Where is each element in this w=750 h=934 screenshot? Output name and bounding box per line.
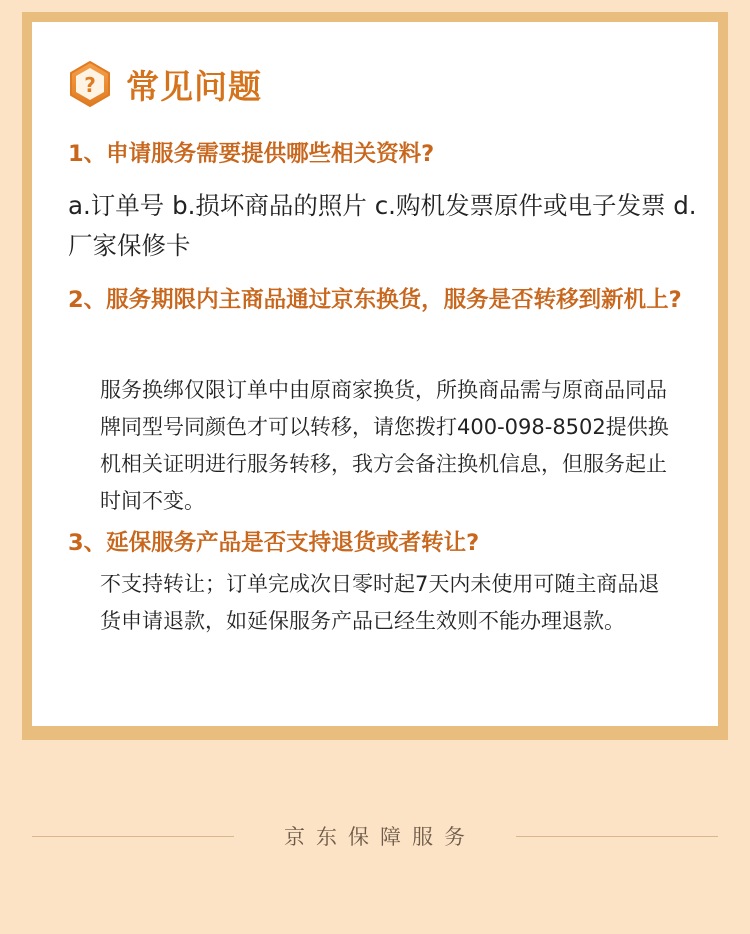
faq-question-1: 1、申请服务需要提供哪些相关资料? bbox=[68, 141, 435, 167]
question-hexagon-icon bbox=[68, 60, 112, 108]
faq-header bbox=[68, 60, 262, 108]
svg-text:?: ? bbox=[84, 73, 96, 97]
footer-divider-right bbox=[516, 836, 718, 837]
faq-question-3: 3、延保服务产品是否支持退货或者转让? bbox=[68, 530, 480, 556]
footer bbox=[32, 818, 718, 854]
faq-answer-2: 服务换绑仅限订单中由原商家换货，所换商品需与原商品同品牌同型号同颜色才可以转移，请您拨打400-098-8502提供换机相关证明进行服务转移，我方会备注换机信息，但服务起止时间不变。 bbox=[100, 378, 669, 513]
page-title: 常见问题 bbox=[126, 66, 262, 106]
footer-brand: 京东保障服务 bbox=[284, 825, 476, 849]
footer-divider-left bbox=[32, 836, 234, 837]
faq-answer-3: 不支持转让；订单完成次日零时起7天内未使用可随主商品退货申请退款，如延保服务产品已经生效则不能办理退款。 bbox=[100, 572, 660, 633]
faq-answer-1: a.订单号 b.损坏商品的照片 c.购机发票原件或电子发票 d.厂家保修卡 bbox=[68, 191, 697, 260]
faq-question-2: 2、服务期限内主商品通过京东换货，服务是否转移到新机上? bbox=[68, 287, 682, 313]
faq-card bbox=[32, 22, 718, 726]
